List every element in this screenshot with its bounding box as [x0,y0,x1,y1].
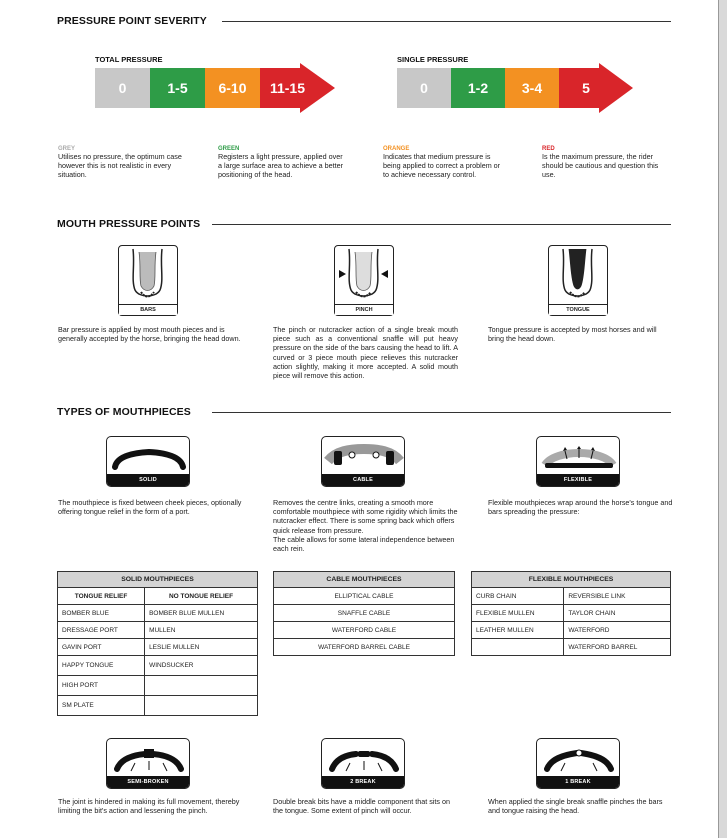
table-row [472,622,671,639]
total-seg-1: 1-5 [167,80,188,96]
tongue-label: TONGUE [549,304,607,315]
solid-description: The mouthpiece is fixed between cheek pieces, optionally offering tongue relief in the form of a port. [58,498,242,517]
cable-description: Removes the centre links, creating a smooth more comfortable mouthpiece with some rigidity which limits the nutcracker effect. There is some spring back which offers quick release from pressure. The cable allows for some lateral independence between each rein. [273,498,458,554]
bars-label: BARS [119,304,177,315]
flexible-bit-icon [537,437,620,477]
semi-broken-icon-card [106,738,190,789]
legend-green-text: Registers a light pressure, applied over a large surface area to achieve a better positioning of the head. [218,152,344,180]
single-pressure-scale [397,63,633,113]
table-cell: FLEXIBLE MULLEN [472,605,564,622]
semi-broken-description: The joint is hindered in making its full movement, thereby limiting the bit's action and lessening the pinch. [58,797,240,816]
total-pressure-scale [95,63,335,113]
table-row [472,588,671,605]
one-break-icon-card [536,738,620,789]
tongue-illustration [549,246,606,304]
tongue-diagram [548,245,608,316]
semi-broken-label: SEMI-BROKEN [107,776,189,788]
table-cell: SM PLATE [58,696,145,716]
legend-orange-text: Indicates that medium pressure is being applied to correct a problem or to achieve necessary control. [383,152,501,180]
legend-red-text: Is the maximum pressure, the rider should be cautious and question this use. [542,152,659,180]
flexible-icon-card [536,436,620,487]
total-pressure-label: TOTAL PRESSURE [95,55,163,64]
solid-bit-icon [107,437,190,477]
cable-table-title: CABLE MOUTHPIECES [274,572,455,588]
table-cell [472,639,564,656]
total-seg-0: 0 [118,80,127,96]
table-cell: DRESSAGE PORT [58,622,145,639]
section-divider [212,412,671,413]
table-cell: LESLIE MULLEN [145,639,258,656]
cable-bit-icon [322,437,405,477]
single-seg-3: 5 [582,80,590,96]
cable-icon-card [321,436,405,487]
bars-illustration [119,246,176,304]
legend-red [542,146,672,180]
pinch-label: PINCH [335,304,393,315]
flexible-description: Flexible mouthpieces wrap around the horse's tongue and bars spreading the pressure: [488,498,673,517]
legend-grey-name: GREY [58,146,76,152]
table-row [274,639,455,656]
table-cell: HIGH PORT [58,676,145,696]
table-row [472,639,671,656]
bars-diagram [118,245,178,316]
two-break-description: Double break bits have a middle component that sits on the tongue. Some extent of pinch will occur. [273,797,450,816]
legend-orange-name: ORANGE [383,146,410,152]
page-edge [718,0,727,838]
solid-table-title: SOLID MOUTHPIECES [58,572,258,588]
table-cell: WATERFORD CABLE [274,622,455,639]
table-row [58,696,258,716]
table-cell: LEATHER MULLEN [472,622,564,639]
table-row [274,622,455,639]
table-cell: MULLEN [145,622,258,639]
flexible-table-title: FLEXIBLE MOUTHPIECES [472,572,671,588]
solid-icon-card [106,436,190,487]
table-cell: WINDSUCKER [145,656,258,676]
section-divider [212,224,671,225]
pinch-illustration [335,246,392,304]
table-row [58,605,258,622]
table-row [472,605,671,622]
table-row [274,588,455,605]
one-break-bit-icon [537,739,620,779]
table-row [58,656,258,676]
mouthpiece-types-title: TYPES OF MOUTHPIECES [57,406,191,418]
table-row [274,605,455,622]
table-cell: SNAFFLE CABLE [274,605,455,622]
two-break-bit-icon [322,739,405,779]
flexible-mouthpieces-table [471,571,671,656]
tongue-description: Tongue pressure is accepted by most horses and will bring the head down. [488,325,657,344]
pinch-diagram [334,245,394,316]
pinch-description: The pinch or nutcracker action of a single break mouth piece such as a conventional snaffle will put heavy pressure on the side of the bars causing the head to lift. A curved or 3 piece mouth piece relieves this nutcracker action slightly, making it more accepted. A solid mouth piece will remove this action. [273,325,458,381]
table-cell [145,696,258,716]
mouth-pressure-title: MOUTH PRESSURE POINTS [57,218,201,230]
semi-broken-bit-icon [107,739,190,779]
legend-orange [383,146,508,180]
solid-label: SOLID [107,474,189,486]
single-seg-2: 3-4 [521,80,543,96]
table-cell: TAYLOR CHAIN [564,605,671,622]
legend-green-name: GREEN [218,146,240,152]
cable-label: CABLE [322,474,404,486]
total-seg-2: 6-10 [218,80,247,96]
table-cell: GAVIN PORT [58,639,145,656]
pressure-severity-title: PRESSURE POINT SEVERITY [57,15,207,27]
table-cell: REVERSIBLE LINK [564,588,671,605]
solid-col-no-tongue-relief: NO TONGUE RELIEF [145,588,258,605]
single-seg-0: 0 [420,80,428,96]
table-cell: HAPPY TONGUE [58,656,145,676]
table-cell: WATERFORD [564,622,671,639]
flexible-label: FLEXIBLE [537,474,619,486]
table-cell: ELLIPTICAL CABLE [274,588,455,605]
table-cell: CURB CHAIN [472,588,564,605]
single-pressure-label: SINGLE PRESSURE [397,55,469,64]
solid-mouthpieces-table [57,571,258,716]
one-break-label: 1 BREAK [537,776,619,788]
single-seg-1: 1-2 [467,80,489,96]
table-row [58,676,258,696]
legend-red-name: RED [542,146,555,152]
bars-description: Bar pressure is applied by most mouth pieces and is generally accepted by the horse, bringing the head down. [58,325,241,344]
table-cell: WATERFORD BARREL CABLE [274,639,455,656]
legend-green [218,146,348,180]
table-row [58,639,258,656]
table-cell: BOMBER BLUE [58,605,145,622]
two-break-label: 2 BREAK [322,776,404,788]
table-cell [145,676,258,696]
table-row [58,622,258,639]
cable-mouthpieces-table [273,571,455,656]
two-break-icon-card [321,738,405,789]
one-break-description: When applied the single break snaffle pinches the bars and tongue raising the head. [488,797,663,816]
solid-col-tongue-relief: TONGUE RELIEF [58,588,145,605]
legend-grey-text: Utilises no pressure, the optimum case however this is not realistic in every situation. [58,152,182,180]
table-cell: BOMBER BLUE MULLEN [145,605,258,622]
total-seg-3: 11-15 [269,80,306,96]
legend-grey [58,146,188,180]
section-divider [222,21,671,22]
table-cell: WATERFORD BARREL [564,639,671,656]
